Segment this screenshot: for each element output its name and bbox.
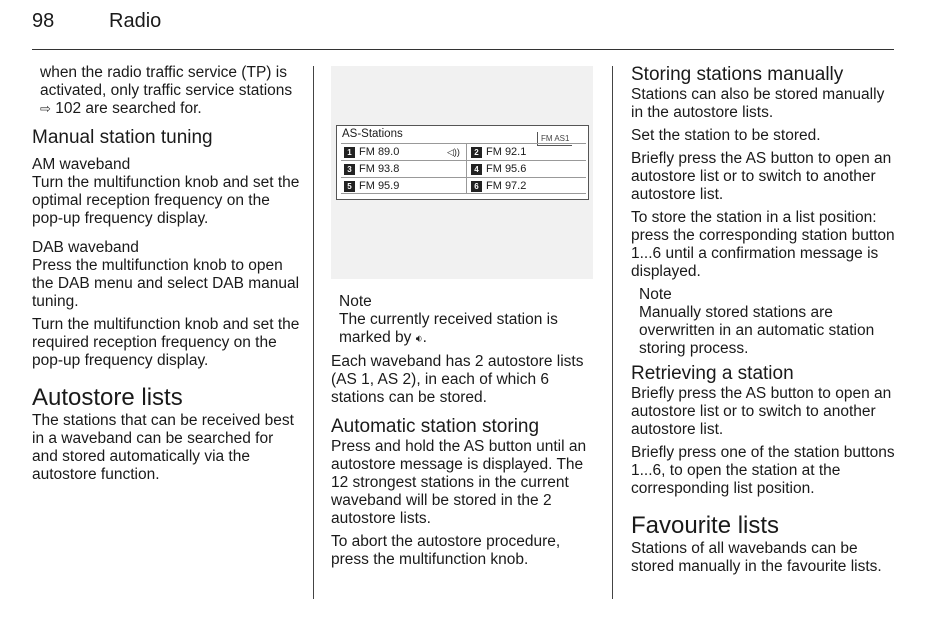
intro-reference: 102 are searched for. — [55, 100, 202, 117]
column-divider — [313, 66, 314, 599]
autostore-heading: Autostore lists — [32, 384, 183, 411]
station-number: 6 — [471, 181, 482, 192]
autostore-text: The stations that can be received best in a waveband can be searched for and stored automatically via the autostore function. — [32, 412, 294, 483]
station-number: 5 — [344, 181, 355, 192]
speaker-icon: ◁)) — [447, 147, 460, 157]
speaker-icon: 🔉︎ — [415, 333, 423, 345]
station-label: FM 89.0 — [359, 146, 400, 158]
station-label: FM 95.6 — [486, 163, 527, 175]
display-screen — [336, 125, 589, 200]
para-sep: , — [369, 371, 378, 388]
as-button-label: AS — [745, 385, 767, 402]
automatic-storing-heading: Automatic station storing — [331, 416, 540, 437]
store-text-4: To store the station in a list position: press the corresponding station button 1...6 until a confirmation message is displayed. — [631, 209, 895, 280]
favourite-text: Stations of all wavebands can be stored manually in the favourite lists. — [631, 540, 882, 575]
favourite-lists-heading: Favourite lists — [631, 512, 780, 539]
store-text-1: Stations can also be stored manually in the autostore lists. — [631, 86, 885, 121]
station-cell — [344, 180, 464, 193]
auto-text-end: button until an autostore message is displayed. The 12 strongest stations in the current waveband will be stored in the 2 autostore lists. — [331, 438, 587, 527]
dab-text: Press the multifunction knob to open the DAB menu and select — [32, 257, 283, 292]
screen-tab: FM AS1 — [537, 132, 572, 146]
station-cell — [344, 146, 464, 159]
store-text-end: button to open an autostore list or to switch to another autostore list. — [631, 150, 892, 203]
station-row — [341, 143, 586, 160]
dab-paragraph-2: Turn the multifunction knob and set the required reception frequency on the pop-up frequency display. — [32, 316, 300, 369]
intro-paragraph — [32, 64, 300, 118]
as-stations-illustration — [331, 66, 593, 279]
column-divider — [612, 66, 613, 599]
station-row — [341, 177, 586, 194]
column-1 — [32, 64, 300, 489]
cell-divider — [466, 178, 467, 194]
station-number: 3 — [344, 164, 355, 175]
retrieve-text: Briefly press the — [631, 385, 743, 402]
am-waveband-text: Turn the multifunction knob and set the optimal reception frequency on the pop-up frequency display. — [32, 174, 300, 227]
as-button-label: AS — [745, 150, 767, 167]
station-cell — [471, 163, 526, 176]
note-title: Note — [339, 293, 372, 310]
as2-label: AS 2 — [377, 371, 412, 388]
running-title: Radio — [109, 10, 162, 32]
note-end: . — [422, 329, 427, 346]
retrieving-heading: Retrieving a station — [631, 363, 794, 384]
station-number: 1 — [344, 147, 355, 158]
retrieve-text-1 — [631, 385, 899, 439]
station-number: 4 — [471, 164, 482, 175]
para-text-end: ), in each of which 6 stations can be stored. — [331, 371, 550, 406]
storing-manually-heading: Storing stations manually — [631, 64, 844, 85]
dab-text-end: . — [74, 293, 79, 310]
automatic-storing-text — [331, 438, 599, 528]
abort-text: To abort the autostore procedure, press the multifunction knob. — [331, 533, 561, 568]
note-text — [331, 311, 599, 348]
station-number: 2 — [471, 147, 482, 158]
station-cell — [471, 180, 526, 193]
store-text: Briefly press the — [631, 150, 743, 167]
note-text: Manually stored stations are overwritten in an automatic station storing process. — [639, 304, 875, 357]
cell-divider — [466, 144, 467, 160]
as1-label: AS 1 — [336, 371, 370, 388]
station-row — [341, 160, 586, 177]
page-reference-arrow-icon: ⇨ — [40, 101, 51, 116]
station-cell — [471, 146, 526, 159]
store-text-3 — [631, 150, 899, 204]
as-button-label: AS — [463, 438, 485, 455]
column-2 — [331, 64, 599, 574]
auto-text: Press and hold the — [331, 438, 461, 455]
autostore-lists-paragraph — [331, 353, 599, 407]
cell-divider — [466, 161, 467, 177]
screen-title: AS-Stations — [342, 128, 403, 140]
column-3 — [631, 64, 899, 581]
station-label: FM 93.8 — [359, 163, 400, 175]
manual-tuning-heading: Manual station tuning — [32, 127, 213, 148]
page-number: 98 — [32, 10, 55, 32]
station-label: FM 92.1 — [486, 146, 527, 158]
para-text: Each waveband has 2 autostore lists ( — [331, 353, 584, 388]
retrieve-text-end: button to open an autostore list or to switch to another autostore list. — [631, 385, 892, 438]
dab-waveband-heading: DAB waveband — [32, 239, 139, 256]
intro-text: when the radio traffic service (TP) is activated, only traffic service stations — [40, 64, 293, 99]
header-rule — [32, 49, 894, 50]
station-cell — [344, 163, 464, 176]
dab-paragraph-1 — [32, 257, 300, 311]
retrieve-text-2: Briefly press one of the station buttons 1...6, to open the station at the corresponding list position. — [631, 444, 895, 497]
am-waveband-heading: AM waveband — [32, 156, 131, 173]
station-label: FM 95.9 — [359, 180, 400, 192]
note-body: The currently received station is marked by — [339, 311, 558, 346]
store-text-2: Set the station to be stored. — [631, 127, 821, 144]
station-label: FM 97.2 — [486, 180, 527, 192]
note-title: Note — [639, 286, 672, 303]
dab-menu-item: DAB manual tuning — [32, 275, 300, 310]
